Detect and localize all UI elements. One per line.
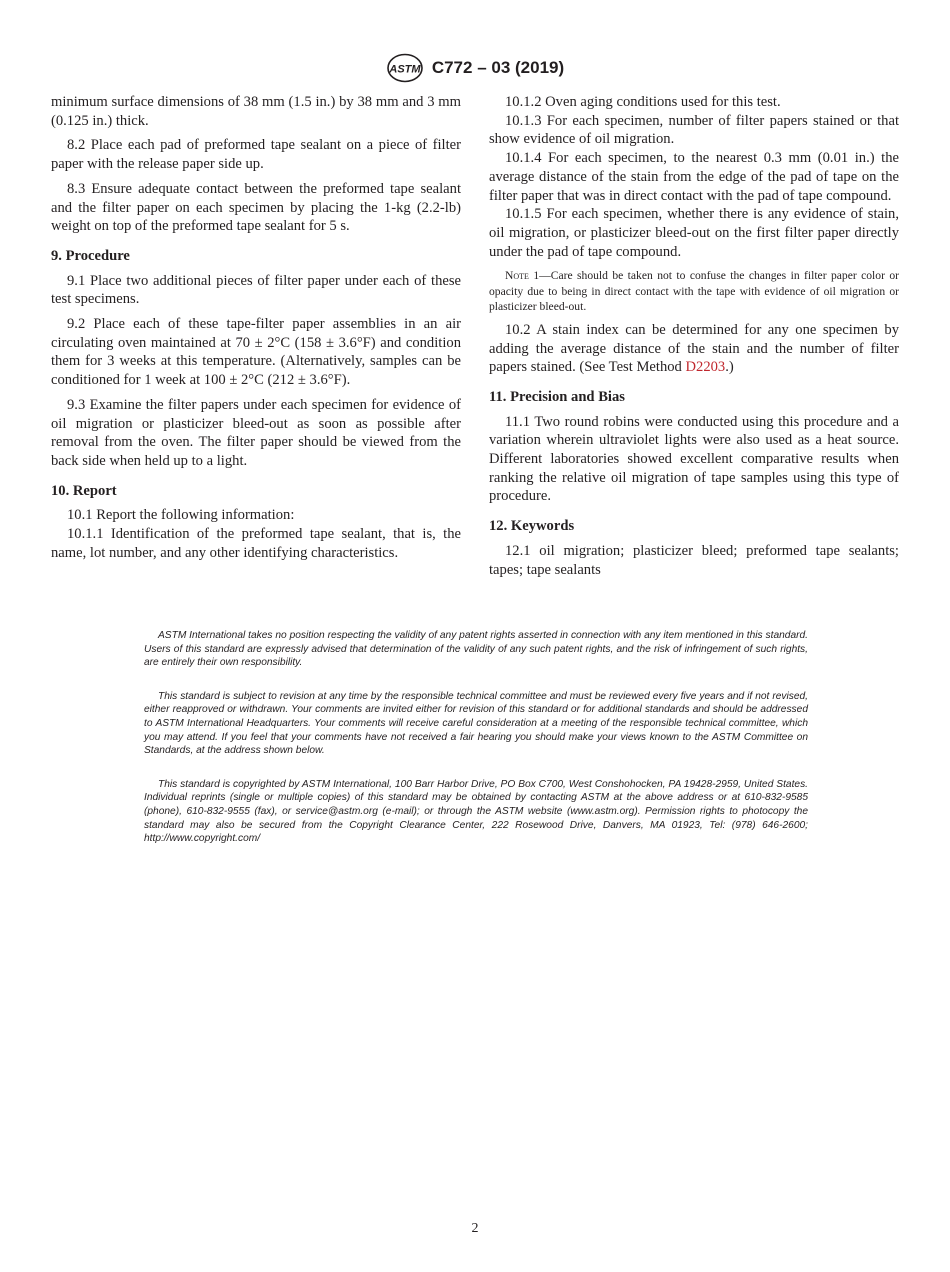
paragraph-11-1: 11.1 Two round robins were conducted using this procedure and a variation wherein ultraviolet lights were also used as a heat source. Different laboratories showed excellent comparative results when ranking the relative oil migration of tape samples using this type of procedure. <box>489 413 899 505</box>
note-1 <box>489 268 899 315</box>
section-heading-keywords: 12. Keywords <box>489 518 575 535</box>
logo-text: ASTM <box>389 63 421 76</box>
paragraph-12-1: 12.1 oil migration; plasticizer bleed; preformed tape sealants; tapes; tape sealants <box>489 542 899 578</box>
page-header <box>0 52 950 84</box>
paragraph-9-2: 9.2 Place each of these tape-filter paper assemblies in an air circulating oven maintained at 70 ± 2°C (158 ± 3.6°F) and condition them for 3 weeks at this temperature. (Alternatively, samples can be conditioned for 1 week at 100 ± 2°C (212 ± 3.6°F). <box>51 316 461 389</box>
left-column <box>51 93 461 562</box>
page-number: 2 <box>471 1221 479 1236</box>
legal-footer <box>144 629 808 866</box>
paragraph-10-1-3: 10.1.3 For each specimen, number of filter papers stained or that show evidence of oil migration. <box>489 112 899 148</box>
note-label: Note 1 <box>505 269 540 283</box>
section-heading-procedure: 9. Procedure <box>51 247 130 264</box>
paragraph-continued: minimum surface dimensions of 38 mm (1.5 in.) by 38 mm and 3 mm (0.125 in.) thick. <box>51 94 461 129</box>
section-heading-precision-bias: 11. Precision and Bias <box>489 388 625 405</box>
paragraph-10-1-2: 10.1.2 Oven aging conditions used for this test. <box>505 94 781 110</box>
paragraph-10-1-4: 10.1.4 For each specimen, to the nearest 0.3 mm (0.01 in.) the average distance of the stain from the edge of the pad of tape on the filter paper that was in direct contact with the pad of tape compound. <box>489 150 899 204</box>
paragraph-10-1: 10.1 Report the following information: <box>67 507 295 524</box>
section-heading-report: 10. Report <box>51 482 117 499</box>
note-text: —Care should be taken not to confuse the changes in filter paper color or opacity due to being in direct contact with the tape with evidence of oil migration or plasticizer bleed-out. <box>489 269 899 314</box>
paragraph-9-1: 9.1 Place two additional pieces of filter paper under each of these test specimens. <box>51 272 461 308</box>
paragraph-8-2: 8.2 Place each pad of preformed tape sealant on a piece of filter paper with the release paper side up. <box>51 137 461 173</box>
footer-patent-notice: ASTM International takes no position respecting the validity of any patent rights asserted in connection with any item mentioned in this standard. Users of this standard are expressly advised that determination of the validity of any such patent rights, and the risk of infringement of such rights, are entirely their own responsibility. <box>144 630 808 669</box>
paragraph-10-2-text: 10.2 A stain index can be determined for any one specimen by adding the average distance of the stain and the number of filter papers stained. (See Test Method <box>489 321 899 376</box>
paragraph-10-1-1: 10.1.1 Identification of the preformed tape sealant, that is, the name, lot number, and any other identifying characteristics. <box>51 526 461 561</box>
paragraph-9-3: 9.3 Examine the filter papers under each specimen for evidence of oil migration or plasticizer bleed-out as soon as possible after removal from the oven. The filter paper should be viewed from the back side when held up to a light. <box>51 396 461 469</box>
document-designation: C772 – 03 (2019) <box>431 58 565 77</box>
paragraph-8-3: 8.3 Ensure adequate contact between the preformed tape sealant and the filter paper on each specimen by placing the 1-kg (2.2-lb) weight on top of the preformed tape sealant for 5 s. <box>51 180 461 235</box>
test-method-link[interactable]: D2203 <box>685 359 726 376</box>
paragraph-10-2-end: .) <box>725 359 734 376</box>
paragraph-10-2 <box>489 321 899 377</box>
right-column <box>489 93 899 579</box>
footer-revision-notice: This standard is subject to revision at any time by the responsible technical committee and must be reviewed every five years and if not revised, either reapproved or withdrawn. Your comments are invited either for revision of this standard or for additional standards and should be addressed to ASTM International Headquarters. Your comments will receive careful consideration at a meeting of the responsible technical committee, which you may attend. If you feel that your comments have not received a fair hearing you should make your views known to the ASTM Committee on Standards, at the address shown below. <box>144 690 808 757</box>
paragraph-10-1-5: 10.1.5 For each specimen, whether there is any evidence of stain, oil migration, or plasticizer bleed-out on the first filter paper directly under the pad of tape compound. <box>489 206 899 260</box>
footer-copyright-notice: This standard is copyrighted by ASTM International, 100 Barr Harbor Drive, PO Box C700, West Conshohocken, PA 19428-2959, United States. Individual reprints (single or multiple copies) of this standard may be obtained by contacting ASTM at the above address or at 610-832-9585 (phone), 610-832-9555 (fax), or service@astm.org (e-mail); or through the ASTM website (www.astm.org). Permission rights to photocopy the standard may also be secured from the Copyright Clearance Center, 222 Rosewood Drive, Danvers, MA 01923, Tel: (978) 646-2600; http://www.copyright.com/ <box>144 778 808 845</box>
astm-logo-icon <box>386 53 424 83</box>
